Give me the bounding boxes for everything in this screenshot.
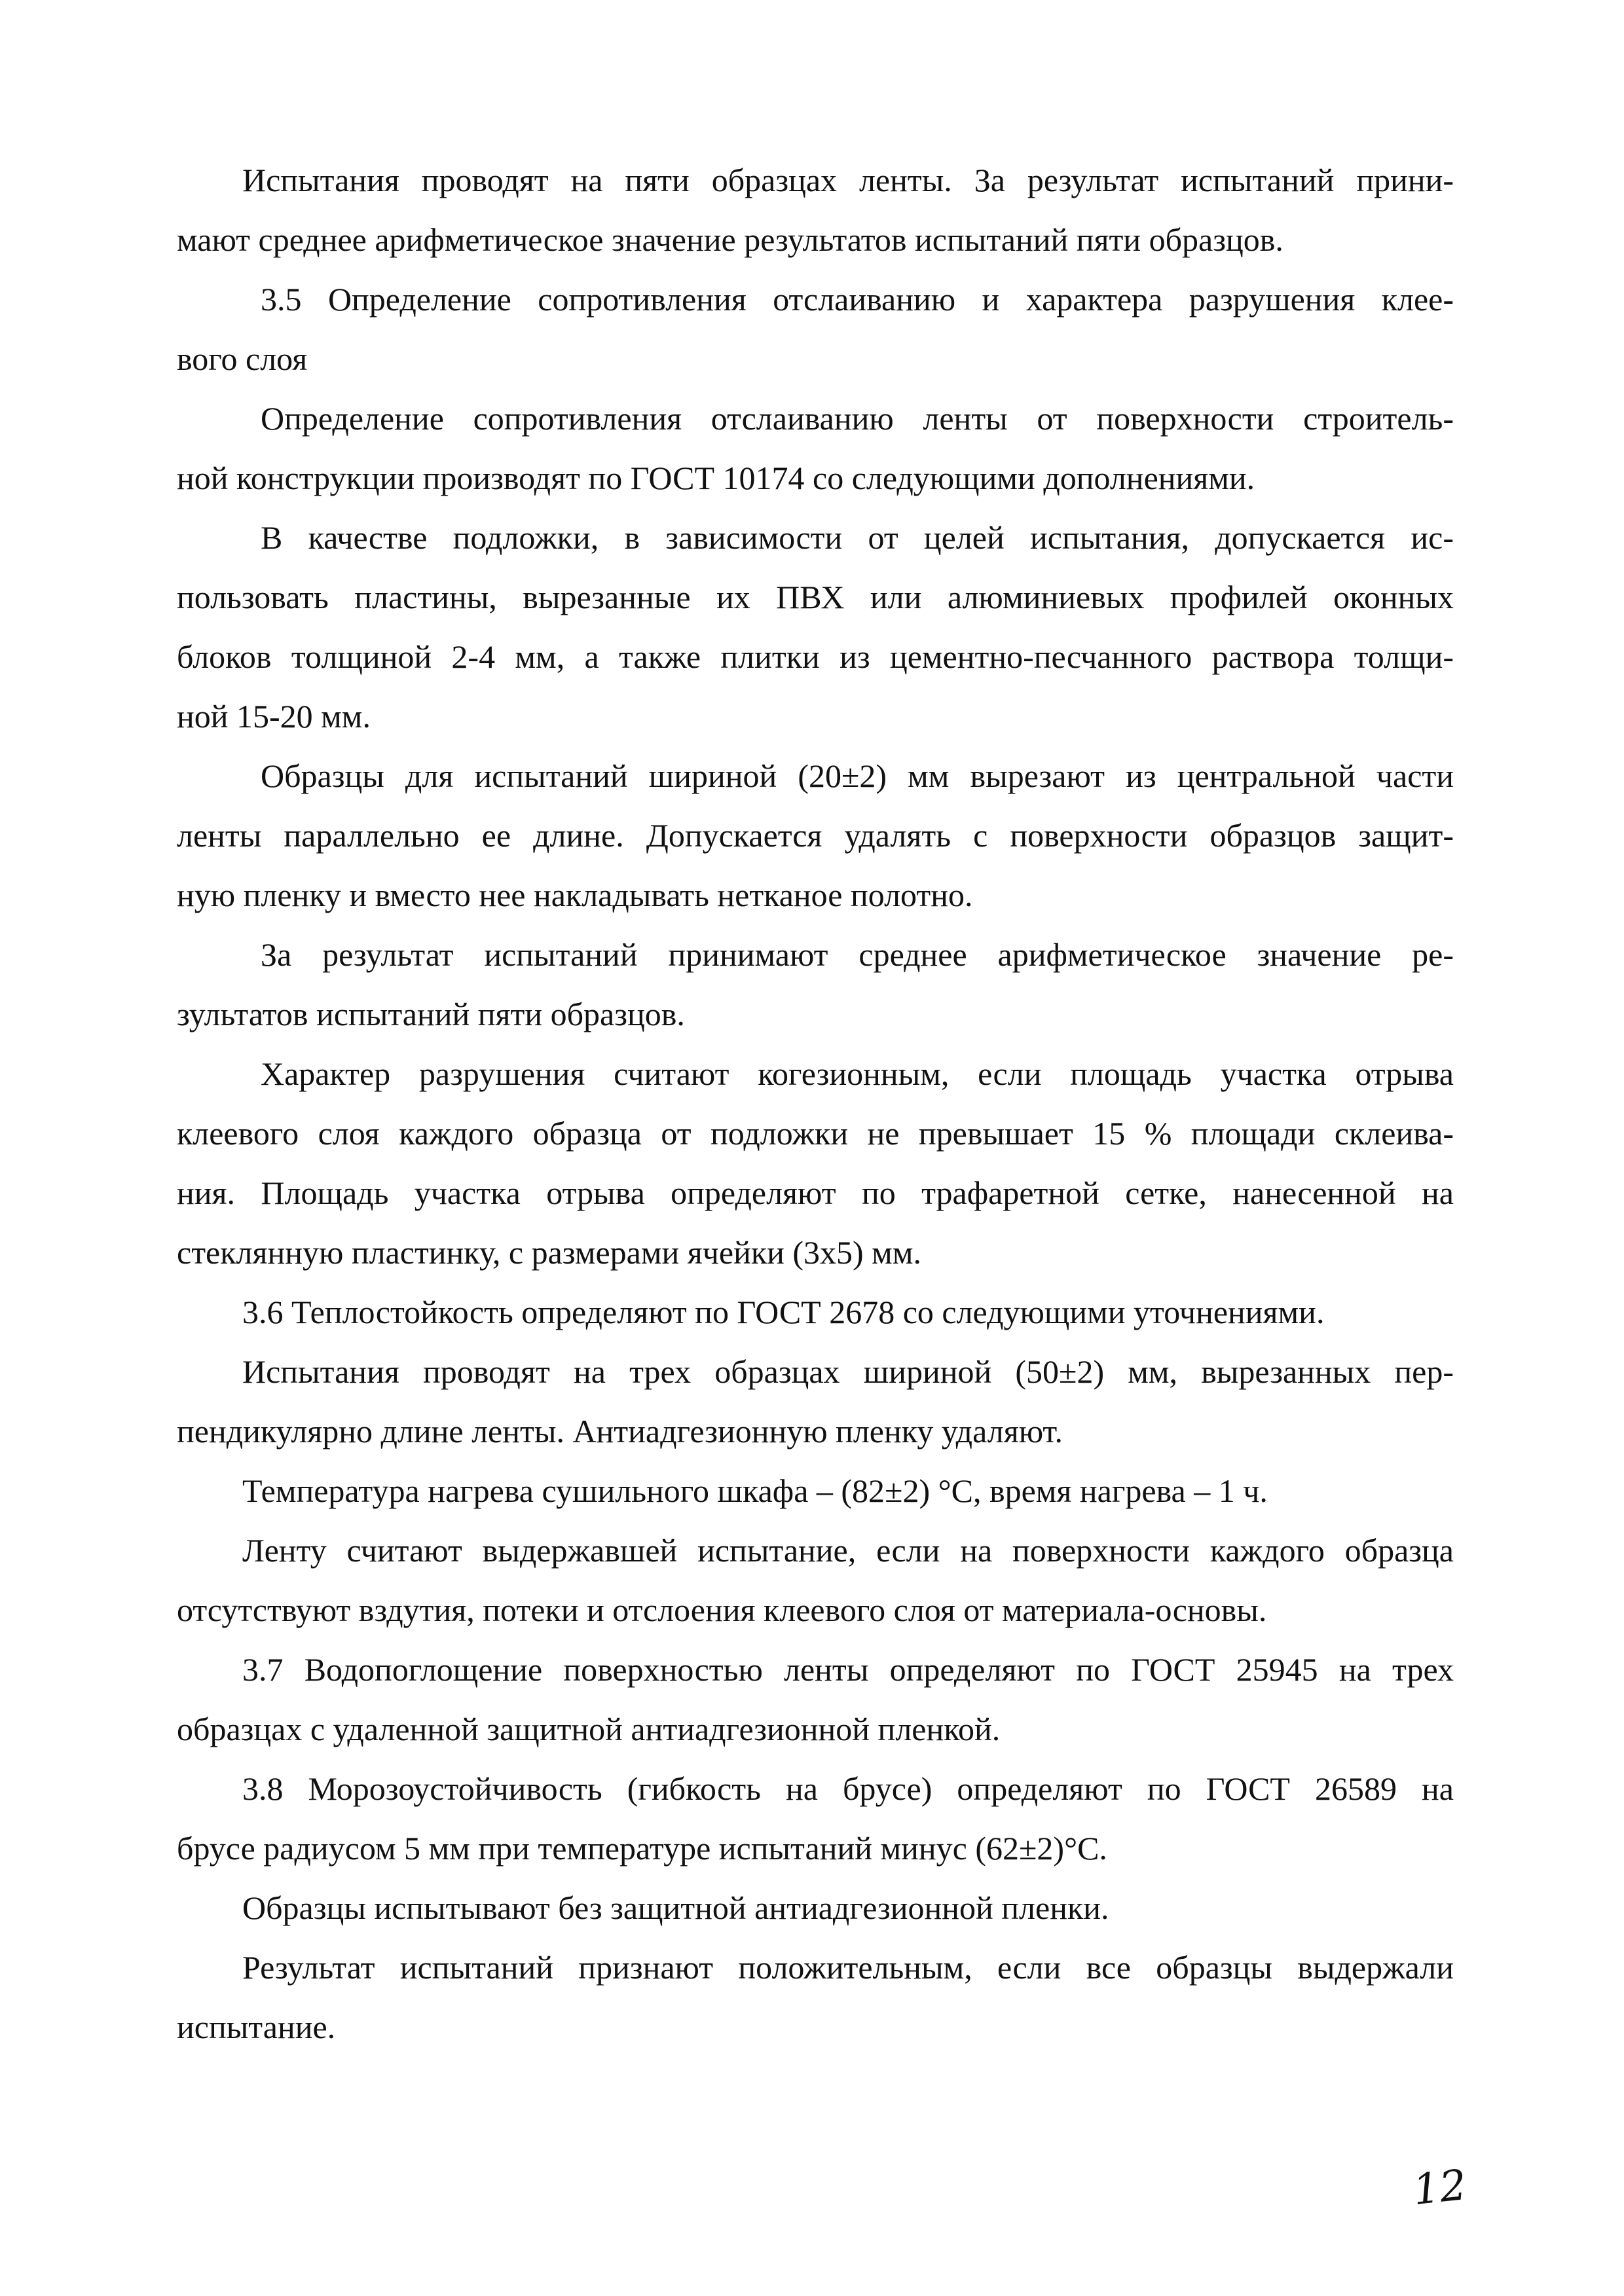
text-line: брусе радиусом 5 мм при температуре испытаний минус (62±2)°С. bbox=[177, 1830, 1107, 1867]
document-body bbox=[177, 151, 1454, 2057]
text-line: пользовать пластины, вырезанные их ПВХ или алюминиевых профилей оконных bbox=[177, 579, 1454, 615]
text-line: ной 15-20 мм. bbox=[177, 698, 371, 735]
text-line: Образцы для испытаний шириной (20±2) мм вырезают из центральной части bbox=[261, 757, 1454, 794]
text-line: ную пленку и вместо нее накладывать нетканое полотно. bbox=[177, 877, 973, 913]
text-line: Образцы испытывают без защитной антиадгезионной пленки. bbox=[242, 1889, 1109, 1926]
handwritten-page-number: 12 bbox=[1411, 2160, 1469, 2215]
text-line: отсутствуют вздутия, потеки и отслоения клеевого слоя от материала-основы. bbox=[177, 1592, 1267, 1628]
text-line: Результат испытаний признают положительным, если все образцы выдержали bbox=[242, 1949, 1454, 1986]
text-line: ленты параллельно ее длине. Допускается удалять с поверхности образцов защит- bbox=[177, 817, 1454, 854]
text-line: Характер разрушения считают когезионным, если площадь участка отрыва bbox=[261, 1055, 1454, 1092]
section-heading-3-7: 3.7 Водопоглощение поверхностью ленты определяют по ГОСТ 25945 на трех bbox=[242, 1651, 1454, 1688]
text-line: испытание. bbox=[177, 2009, 336, 2045]
text-line: мают среднее арифметическое значение результатов испытаний пяти образцов. bbox=[177, 221, 1283, 258]
text-line: За результат испытаний принимают среднее арифметическое значение ре- bbox=[261, 936, 1454, 973]
text-line: Ленту считают выдержавшей испытание, если на поверхности каждого образца bbox=[242, 1532, 1454, 1569]
text-line: блоков толщиной 2-4 мм, а также плитки из цементно-песчанного раствора толщи- bbox=[177, 638, 1454, 675]
text-line: Испытания проводят на пяти образцах ленты. За результат испытаний прини- bbox=[242, 162, 1454, 198]
section-heading-3-6: 3.6 Теплостойкость определяют по ГОСТ 2678 со следующими уточнениями. bbox=[242, 1294, 1325, 1330]
text-line: зультатов испытаний пяти образцов. bbox=[177, 996, 685, 1032]
text-line: Температура нагрева сушильного шкафа – (82±2) °С, время нагрева – 1 ч. bbox=[242, 1472, 1268, 1509]
text-line: пендикулярно длине ленты. Антиадгезионную пленку удаляют. bbox=[177, 1413, 1063, 1449]
text-line: ной конструкции производят по ГОСТ 10174 со следующими дополнениями. bbox=[177, 460, 1255, 496]
text-line: образцах с удаленной защитной антиадгезионной пленкой. bbox=[177, 1711, 1001, 1747]
text-line: Испытания проводят на трех образцах шириной (50±2) мм, вырезанных пер- bbox=[242, 1353, 1454, 1390]
section-heading-3-5-cont: вого слоя bbox=[177, 340, 308, 377]
text-line: клеевого слоя каждого образца от подложки не превышает 15 % площади склеива- bbox=[177, 1115, 1454, 1152]
text-line: ния. Площадь участка отрыва определяют по трафаретной сетке, нанесенной на bbox=[177, 1175, 1454, 1211]
text-line: стеклянную пластинку, с размерами ячейки (3х5) мм. bbox=[177, 1234, 921, 1271]
text-line: В качестве подложки, в зависимости от целей испытания, допускается ис- bbox=[261, 519, 1454, 556]
section-heading-3-5: 3.5 Определение сопротивления отслаиванию и характера разрушения клее- bbox=[261, 281, 1454, 318]
text-line: Определение сопротивления отслаиванию ленты от поверхности строитель- bbox=[261, 400, 1454, 437]
section-heading-3-8: 3.8 Морозоустойчивость (гибкость на брусе) определяют по ГОСТ 26589 на bbox=[242, 1770, 1454, 1807]
